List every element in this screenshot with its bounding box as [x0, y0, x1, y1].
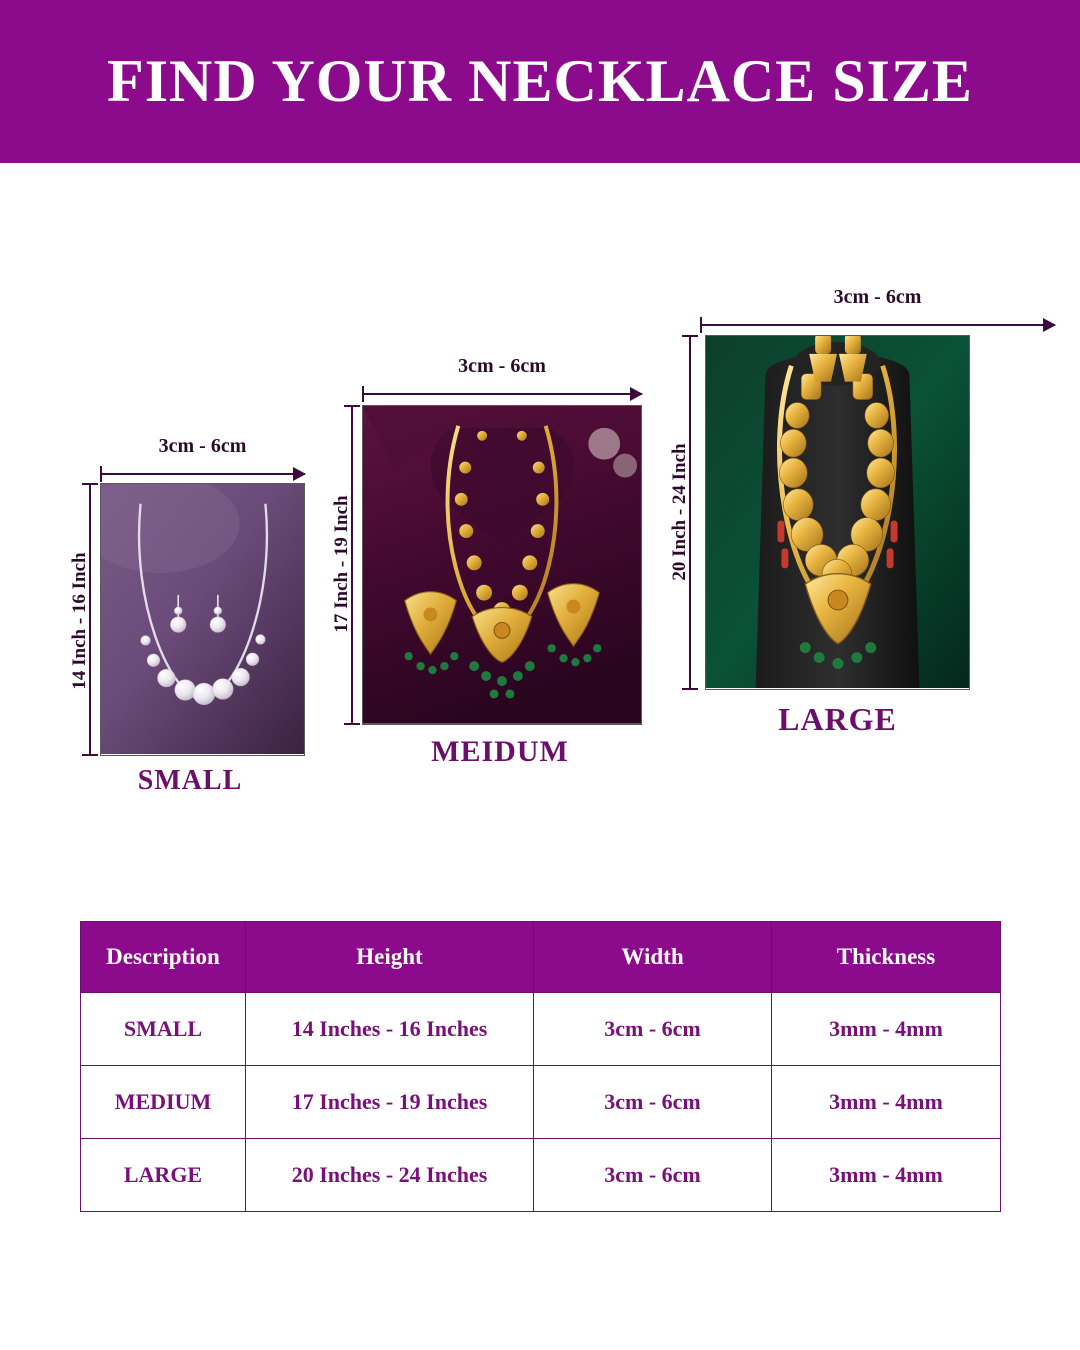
medium-caption: MEIDUM: [431, 735, 569, 768]
medium-width-label: 3cm - 6cm: [458, 355, 546, 377]
row-small-width: 3cm - 6cm: [534, 993, 772, 1066]
row-medium-description: MEDIUM: [81, 1066, 246, 1139]
small-width-arrow: [100, 464, 305, 484]
small-width-label: 3cm - 6cm: [158, 435, 247, 457]
medium-necklace-art: [363, 406, 641, 724]
row-small-height: 14 Inches - 16 Inches: [246, 993, 534, 1066]
size-card-medium: [320, 355, 680, 813]
small-necklace-art: [101, 484, 304, 754]
row-large-description: LARGE: [81, 1139, 246, 1212]
table-row: [81, 1066, 1001, 1139]
header-banner: [0, 0, 1080, 163]
table-header-height: Height: [246, 922, 534, 993]
large-necklace-art: [706, 336, 969, 688]
small-necklace-photo: [100, 483, 305, 756]
small-height-label: 14 Inch - 16 Inch: [69, 552, 90, 690]
large-width-arrow: [700, 315, 1055, 335]
table-header-row: [81, 922, 1001, 993]
medium-height-label: 17 Inch - 19 Inch: [331, 495, 352, 633]
table-header-description: Description: [81, 922, 246, 993]
row-large-thickness: 3mm - 4mm: [772, 1139, 1001, 1212]
large-height-label: 20 Inch - 24 Inch: [669, 443, 690, 581]
row-medium-width: 3cm - 6cm: [534, 1066, 772, 1139]
large-width-label: 3cm - 6cm: [833, 286, 922, 308]
large-caption: LARGE: [778, 701, 897, 737]
medium-necklace-photo: [362, 405, 642, 725]
size-card-large: [650, 286, 1050, 793]
row-medium-thickness: 3mm - 4mm: [772, 1066, 1001, 1139]
medium-width-arrow: [362, 384, 642, 404]
row-large-height: 20 Inches - 24 Inches: [246, 1139, 534, 1212]
table-header-width: Width: [534, 922, 772, 993]
size-table-wrapper: [80, 921, 1000, 1212]
table-row: [81, 1139, 1001, 1212]
size-cards: [0, 163, 1080, 863]
row-large-width: 3cm - 6cm: [534, 1139, 772, 1212]
row-small-description: SMALL: [81, 993, 246, 1066]
size-card-small: [60, 435, 320, 803]
large-necklace-photo: [705, 335, 970, 690]
size-table: [80, 921, 1001, 1212]
row-small-thickness: 3mm - 4mm: [772, 993, 1001, 1066]
row-medium-height: 17 Inches - 19 Inches: [246, 1066, 534, 1139]
table-header-thickness: Thickness: [772, 922, 1001, 993]
table-row: [81, 993, 1001, 1066]
page-title: FIND YOUR NECKLACE SIZE: [107, 48, 973, 114]
small-caption: SMALL: [137, 765, 243, 796]
